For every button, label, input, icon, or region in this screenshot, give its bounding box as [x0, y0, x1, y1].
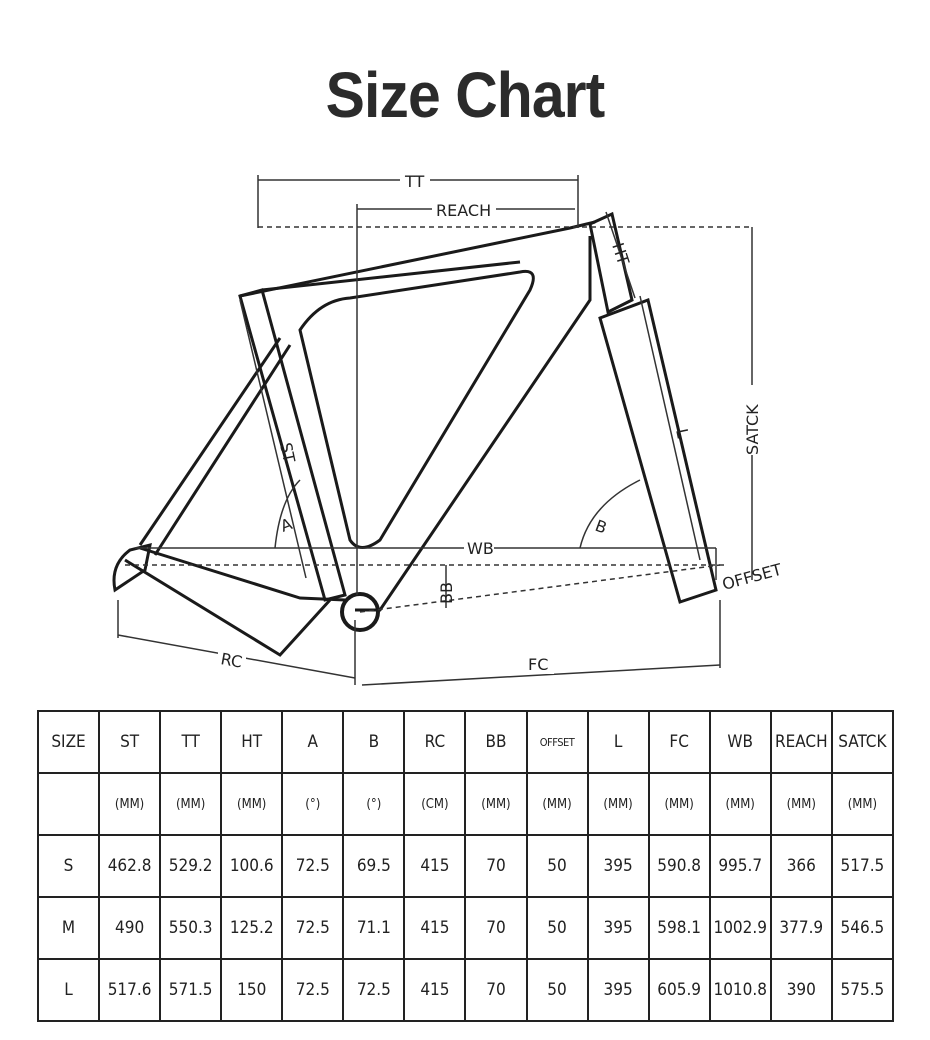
label-reach: REACH [436, 201, 492, 220]
header-cell: FC [649, 711, 710, 773]
table-cell: 598.1 [649, 897, 710, 959]
table-cell: 415 [404, 959, 465, 1021]
label-stack: SATCK [743, 404, 762, 455]
header-cell: OFFSET [527, 711, 588, 773]
unit-cell: (MM) [527, 773, 588, 835]
table-cell: 69.5 [343, 835, 404, 897]
table-cell: 517.6 [99, 959, 160, 1021]
unit-cell: (MM) [221, 773, 282, 835]
table-cell: 50 [527, 959, 588, 1021]
table-cell: 72.5 [282, 959, 343, 1021]
table-cell: 415 [404, 897, 465, 959]
table-cell: 71.1 [343, 897, 404, 959]
unit-cell: (MM) [99, 773, 160, 835]
table-cell: 590.8 [649, 835, 710, 897]
table-cell: 72.5 [282, 835, 343, 897]
unit-cell: (°) [282, 773, 343, 835]
table-cell: 517.5 [832, 835, 893, 897]
label-st: ST [276, 440, 299, 465]
header-cell: SIZE [38, 711, 99, 773]
header-cell: REACH [771, 711, 832, 773]
table-header-row [38, 711, 893, 773]
table-cell: 571.5 [160, 959, 221, 1021]
table-cell: 395 [588, 835, 649, 897]
label-ht: HT [608, 240, 634, 267]
frame-geometry-diagram [0, 150, 930, 710]
label-angle-a: A [277, 514, 295, 536]
table-cell: 390 [771, 959, 832, 1021]
table-cell: 462.8 [99, 835, 160, 897]
label-wb: WB [467, 539, 494, 558]
unit-cell: (MM) [771, 773, 832, 835]
bike-frame-drawing [114, 214, 716, 655]
label-angle-b: B [592, 515, 610, 538]
table-cell: 125.2 [221, 897, 282, 959]
header-cell: ST [99, 711, 160, 773]
header-cell: L [588, 711, 649, 773]
table-cell: 1010.8 [710, 959, 771, 1021]
table-row [38, 959, 893, 1021]
header-cell: A [282, 711, 343, 773]
unit-cell: (MM) [710, 773, 771, 835]
table-cell: 70 [465, 897, 526, 959]
table-cell: 50 [527, 897, 588, 959]
header-cell: WB [710, 711, 771, 773]
header-cell: BB [465, 711, 526, 773]
unit-cell: (°) [343, 773, 404, 835]
dimension-lines [118, 175, 752, 685]
table-cell: 995.7 [710, 835, 771, 897]
table-cell: 395 [588, 959, 649, 1021]
table-row [38, 897, 893, 959]
table-cell: 575.5 [832, 959, 893, 1021]
table-cell: S [38, 835, 99, 897]
table-cell: 72.5 [343, 959, 404, 1021]
table-cell: 1002.9 [710, 897, 771, 959]
unit-cell: (CM) [404, 773, 465, 835]
table-cell: 415 [404, 835, 465, 897]
unit-cell: (MM) [649, 773, 710, 835]
header-cell: HT [221, 711, 282, 773]
table-row [38, 835, 893, 897]
unit-cell: (MM) [588, 773, 649, 835]
table-cell: 605.9 [649, 959, 710, 1021]
label-bb: BB [437, 582, 456, 604]
table-cell: 150 [221, 959, 282, 1021]
header-cell: TT [160, 711, 221, 773]
header-cell: SATCK [832, 711, 893, 773]
table-cell: 72.5 [282, 897, 343, 959]
table-cell: L [38, 959, 99, 1021]
table-cell: 100.6 [221, 835, 282, 897]
label-tt: TT [405, 172, 425, 191]
unit-cell [38, 773, 99, 835]
unit-cell: (MM) [832, 773, 893, 835]
label-rc: RC [219, 649, 244, 672]
header-cell: B [343, 711, 404, 773]
table-cell: 529.2 [160, 835, 221, 897]
table-cell: 50 [527, 835, 588, 897]
page-title: Size Chart [325, 59, 605, 131]
table-cell: 546.5 [832, 897, 893, 959]
header-cell: RC [404, 711, 465, 773]
table-cell: 490 [99, 897, 160, 959]
table-cell: 550.3 [160, 897, 221, 959]
table-cell: 395 [588, 897, 649, 959]
unit-cell: (MM) [465, 773, 526, 835]
table-cell: 366 [771, 835, 832, 897]
label-fc: FC [528, 655, 549, 674]
label-l: L [672, 426, 693, 440]
table-cell: M [38, 897, 99, 959]
table-cell: 70 [465, 835, 526, 897]
unit-cell: (MM) [160, 773, 221, 835]
label-offset: OFFSET [720, 559, 784, 594]
table-cell: 70 [465, 959, 526, 1021]
table-unit-row [38, 773, 893, 835]
size-chart-table [37, 710, 894, 1022]
table-cell: 377.9 [771, 897, 832, 959]
